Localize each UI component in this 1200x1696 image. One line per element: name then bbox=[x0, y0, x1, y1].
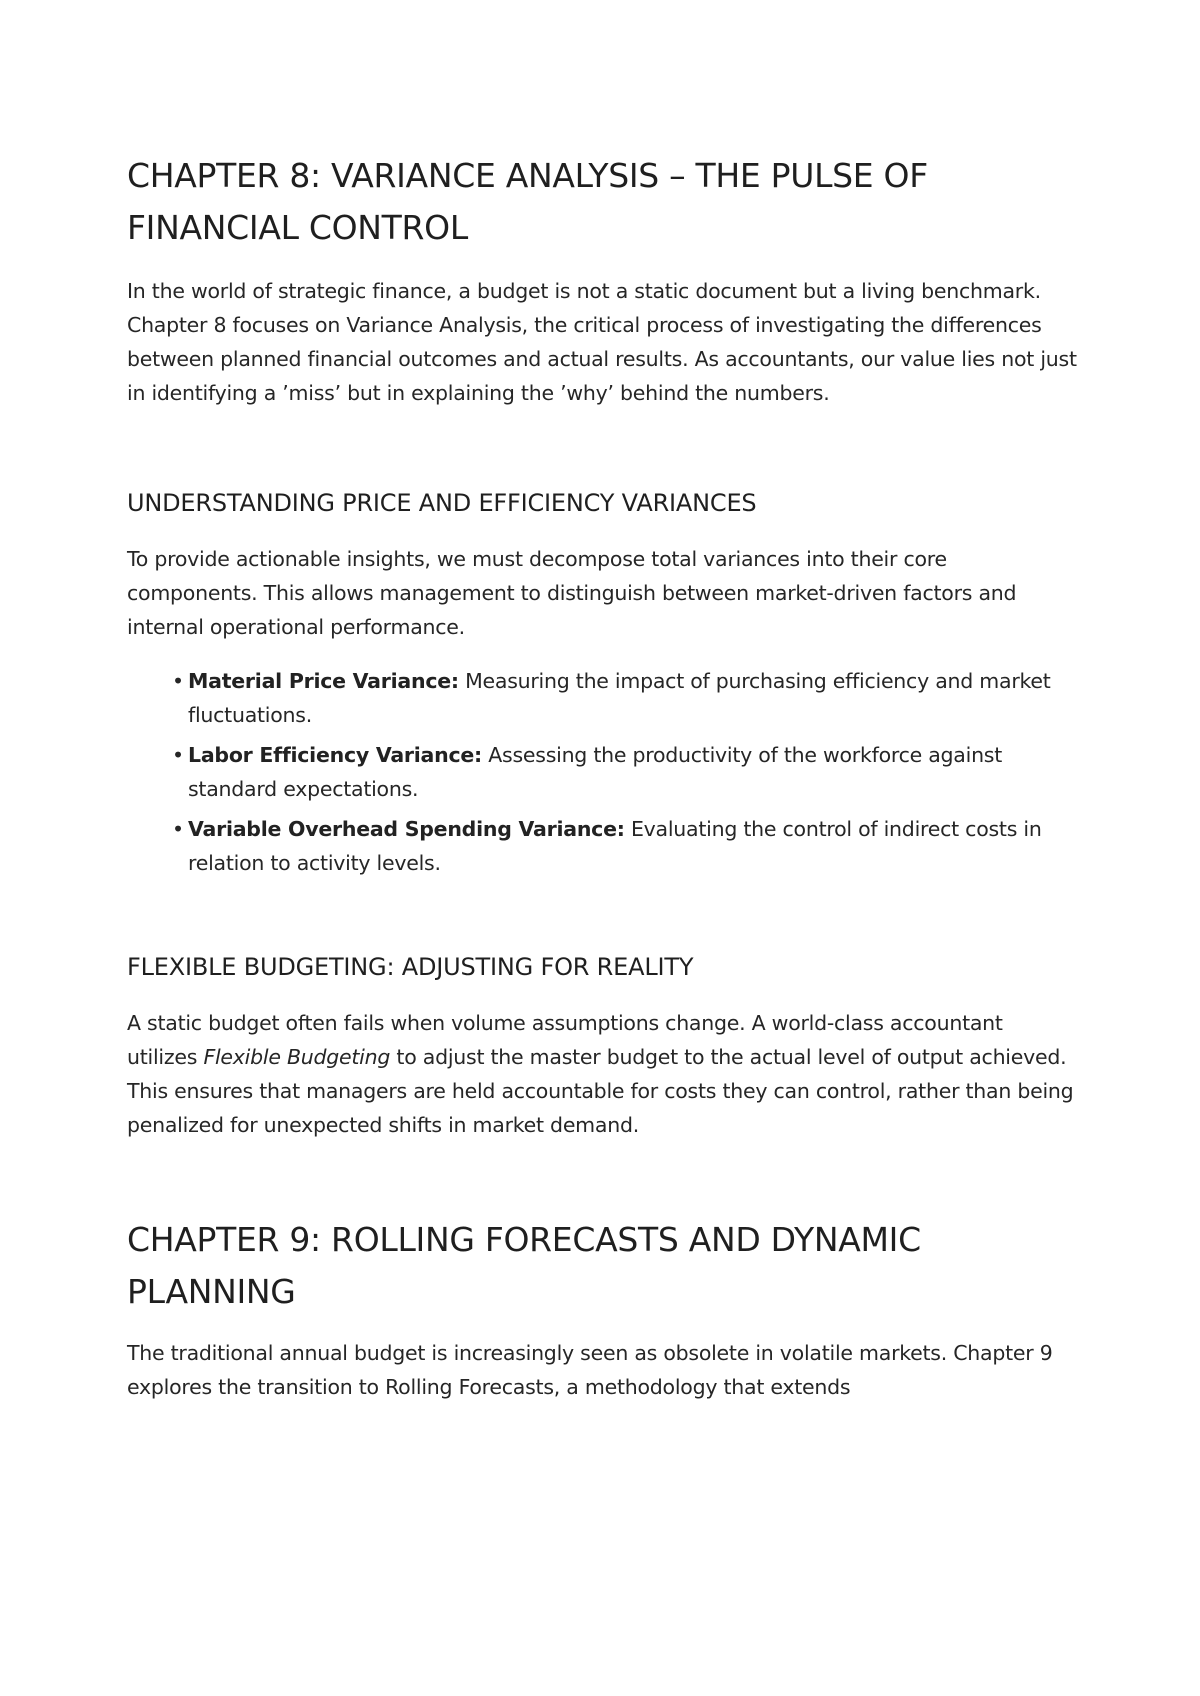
list-item-term: Material Price Variance: bbox=[188, 669, 459, 693]
list-item-labor-efficiency bbox=[172, 738, 1078, 806]
list-item-text: Measuring the impact of purchasing efficiency and market fluctuations. bbox=[188, 669, 1051, 727]
chapter-8-title: CHAPTER 8: VARIANCE ANALYSIS – THE PULSE OF FINANCIAL CONTROL bbox=[127, 156, 928, 247]
body-text-part-2: to adjust the master budget to the actual level of output achieved. This ensures that managers are held accountable for costs they can control, rather than being penalized for unexpected shifts in market demand. bbox=[127, 1045, 1074, 1137]
list-item-variable-overhead bbox=[172, 812, 1078, 880]
list-item-term: Labor Efficiency Variance: bbox=[188, 743, 482, 767]
bullet-icon: • bbox=[172, 817, 184, 841]
list-item-text: Evaluating the control of indirect costs in relation to activity levels. bbox=[188, 817, 1042, 875]
variance-types-list bbox=[127, 664, 1078, 880]
bullet-icon: • bbox=[172, 743, 184, 767]
flexible-budgeting-section-title: FLEXIBLE BUDGETING: ADJUSTING FOR REALITY bbox=[127, 953, 694, 981]
body-text-part-1: A static budget often fails when volume assumptions change. A world-class accountant utilizes bbox=[127, 1011, 1003, 1069]
list-item-term: Variable Overhead Spending Variance: bbox=[188, 817, 625, 841]
flexible-budgeting-section-body bbox=[127, 1006, 1078, 1142]
bullet-icon: • bbox=[172, 669, 184, 693]
chapter-9-intro: The traditional annual budget is increasingly seen as obsolete in volatile markets. Chapter 9 explores the transition to Rolling Forecasts, a methodology that extends bbox=[127, 1341, 1053, 1399]
list-item-text: Assessing the productivity of the workforce against standard expectations. bbox=[188, 743, 1003, 801]
list-item-material-price bbox=[172, 664, 1078, 732]
price-efficiency-section-title: UNDERSTANDING PRICE AND EFFICIENCY VARIANCES bbox=[127, 489, 757, 517]
chapter-8-intro: In the world of strategic finance, a budget is not a static document but a living benchmark. Chapter 8 focuses on Variance Analysis, the critical process of investigating the differences between planned financial outcomes and actual results. As accountants, our value lies not just in identifying a ’miss’ but in explaining the ’why’ behind the numbers. bbox=[127, 279, 1077, 405]
chapter-9-title: CHAPTER 9: ROLLING FORECASTS AND DYNAMIC PLANNING bbox=[127, 1220, 921, 1311]
flexible-budgeting-emphasis: Flexible Budgeting bbox=[203, 1045, 391, 1069]
price-efficiency-section-body: To provide actionable insights, we must decompose total variances into their core components. This allows management to distinguish between market-driven factors and internal operational performance. bbox=[127, 547, 1017, 639]
